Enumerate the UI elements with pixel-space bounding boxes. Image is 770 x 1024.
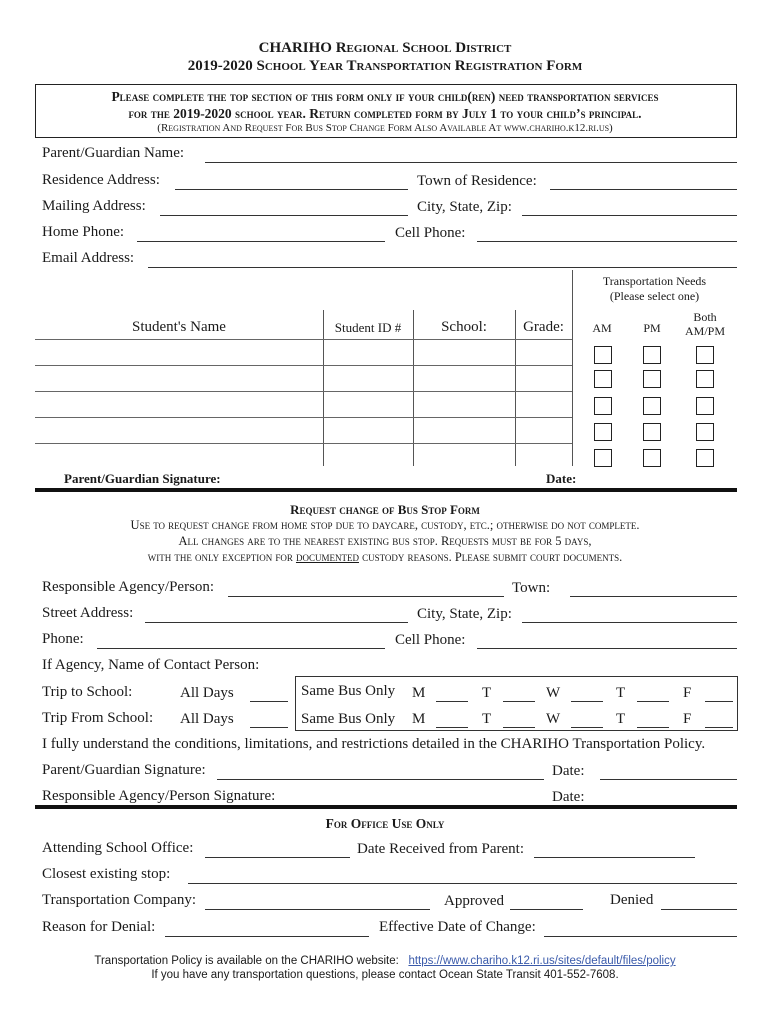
bus-cell-phone-field[interactable] [477, 648, 737, 649]
email-field[interactable] [148, 267, 737, 268]
town-of-residence-label: Town of Residence: [417, 173, 537, 189]
pm-checkbox[interactable] [643, 397, 661, 415]
street-address-field[interactable] [145, 622, 408, 623]
bus-cell-phone-label: Cell Phone: [395, 632, 466, 648]
denied-label: Denied [610, 892, 654, 908]
trip-from-day-t: T [482, 711, 492, 727]
transport-needs-label: Transportation Needs [602, 274, 707, 288]
cell-phone-label: Cell Phone: [395, 225, 466, 241]
policy-footer [0, 955, 770, 967]
both-checkbox[interactable] [696, 370, 714, 388]
pm-checkbox[interactable] [643, 346, 661, 364]
pm-checkbox[interactable] [643, 423, 661, 441]
table-rule [35, 391, 572, 392]
mailing-address-label: Mailing Address: [42, 198, 146, 214]
col-school: School: [441, 319, 487, 335]
am-checkbox[interactable] [594, 423, 612, 441]
agency-field[interactable] [228, 596, 504, 597]
trip-to-day-th-field[interactable] [637, 701, 669, 702]
bus-stop-line-2: All changes are to the nearest existing bus stop. Requests must be for 5 days, [178, 534, 592, 548]
effective-date-label: Effective Date of Change: [379, 919, 536, 935]
contact-footer: If you have any transportation questions, please contact Ocean State Transit 401-552-7608. [151, 969, 619, 981]
bus-phone-field[interactable] [97, 648, 385, 649]
approved-label: Approved [444, 893, 504, 909]
am-checkbox[interactable] [594, 346, 612, 364]
bus-city-state-zip-field[interactable] [522, 622, 737, 623]
am-checkbox[interactable] [594, 397, 612, 415]
mailing-address-field[interactable] [160, 215, 408, 216]
col-both-ampm: AM/PM [684, 324, 725, 338]
both-checkbox[interactable] [696, 346, 714, 364]
form-title: 2019-2020 School Year Transportation Registration Form [187, 58, 583, 74]
attending-office-field[interactable] [205, 857, 350, 858]
both-checkbox[interactable] [696, 449, 714, 467]
am-checkbox[interactable] [594, 370, 612, 388]
table-date-label: Date: [546, 471, 577, 486]
home-phone-label: Home Phone: [42, 224, 125, 240]
parent-name-label: Parent/Guardian Name: [42, 145, 185, 161]
section-divider [35, 488, 737, 492]
col-both: Both [693, 310, 717, 324]
trip-to-day-f-field[interactable] [705, 701, 733, 702]
trip-to-day-th: T [616, 685, 626, 701]
trip-to-day-w-field[interactable] [571, 701, 603, 702]
table-signature-label: Parent/Guardian Signature: [64, 471, 221, 486]
trip-to-same-bus: Same Bus Only [301, 683, 396, 699]
trip-to-day-m-field[interactable] [436, 701, 468, 702]
policy-text: Transportation Policy is available on the CHARIHO website: [94, 955, 399, 967]
town-of-residence-field[interactable] [550, 189, 737, 190]
notice-line-2: for the 2019-2020 school year. Return completed form by July 1 to your child’s principal. [128, 106, 642, 121]
agency-signature-label: Responsible Agency/Person Signature: [42, 788, 276, 804]
residence-address-field[interactable] [175, 189, 408, 190]
trip-from-day-w: W [546, 711, 561, 727]
bus-city-state-zip-label: City, State, Zip: [417, 606, 512, 622]
col-student-id: Student ID # [334, 320, 402, 335]
date-received-field[interactable] [534, 857, 695, 858]
transport-company-field[interactable] [205, 909, 430, 910]
trip-to-day-t-field[interactable] [503, 701, 535, 702]
pm-checkbox[interactable] [643, 370, 661, 388]
trip-from-day-f-field[interactable] [705, 727, 733, 728]
trip-from-same-bus: Same Bus Only [301, 711, 396, 727]
reason-denial-field[interactable] [165, 936, 369, 937]
date-received-label: Date Received from Parent: [357, 841, 525, 857]
trip-from-day-m: M [412, 711, 426, 727]
parent-name-field[interactable] [205, 162, 737, 163]
notice-line-3: (Registration And Request For Bus Stop Change Form Also Available At www.chariho.k12.ri.us) [157, 122, 613, 134]
col-student-name: Student's Name [132, 319, 226, 335]
col-grade: Grade: [523, 319, 564, 335]
trip-from-all-days: All Days [180, 711, 234, 727]
reason-denial-label: Reason for Denial: [42, 919, 156, 935]
bus-parent-signature-label: Parent/Guardian Signature: [42, 762, 206, 778]
table-rule [35, 339, 572, 340]
agency-date-label: Date: [552, 789, 585, 805]
trip-from-day-t-field[interactable] [503, 727, 535, 728]
trip-from-day-w-field[interactable] [571, 727, 603, 728]
city-state-zip-field[interactable] [522, 215, 737, 216]
trip-from-day-th-field[interactable] [637, 727, 669, 728]
trip-to-day-t: T [482, 685, 492, 701]
bus-stop-line-3: with the only exception for documented custody reasons. Please submit court documents. [147, 550, 623, 564]
table-rule [35, 365, 572, 366]
bus-phone-label: Phone: [42, 631, 84, 647]
closest-stop-field[interactable] [188, 883, 737, 884]
email-label: Email Address: [42, 250, 135, 266]
both-checkbox[interactable] [696, 423, 714, 441]
trip-from-day-m-field[interactable] [436, 727, 468, 728]
attending-office-label: Attending School Office: [42, 840, 194, 856]
trip-from-day-f: F [683, 711, 692, 727]
trip-to-all-days: All Days [180, 685, 234, 701]
trip-from-all-days-field[interactable] [250, 727, 288, 728]
bus-parent-signature-field[interactable] [217, 779, 544, 780]
trip-to-day-w: W [546, 685, 561, 701]
bus-stop-title: Request change of Bus Stop Form [290, 502, 480, 517]
table-divider-needs [572, 270, 573, 466]
cell-phone-field[interactable] [477, 241, 737, 242]
effective-date-field[interactable] [544, 936, 737, 937]
trip-to-all-days-field[interactable] [250, 701, 288, 702]
trip-to-day-f: F [683, 685, 692, 701]
policy-link[interactable]: https://www.chariho.k12.ri.us/sites/default/files/policy [408, 955, 676, 967]
trip-from-day-th: T [616, 711, 626, 727]
table-rule [35, 443, 572, 444]
city-state-zip-label: City, State, Zip: [417, 199, 512, 215]
notice-line-1: Please complete the top section of this form only if your child(ren) need transportation services [111, 89, 659, 104]
please-select-label: (Please select one) [609, 289, 700, 303]
closest-stop-label: Closest existing stop: [42, 866, 171, 882]
denied-field[interactable] [661, 909, 737, 910]
col-am: AM [592, 321, 612, 335]
home-phone-field[interactable] [137, 241, 385, 242]
understand-statement: I fully understand the conditions, limitations, and restrictions detailed in the CHARIHO Transportation Policy. [42, 736, 706, 752]
am-checkbox[interactable] [594, 449, 612, 467]
table-rule [35, 417, 572, 418]
street-address-label: Street Address: [42, 605, 134, 621]
col-pm: PM [643, 321, 661, 335]
bus-town-field[interactable] [570, 596, 737, 597]
trip-to-label: Trip to School: [42, 684, 133, 700]
trip-to-day-m: M [412, 685, 426, 701]
agency-label: Responsible Agency/Person: [42, 579, 215, 595]
contact-person-label: If Agency, Name of Contact Person: [42, 657, 260, 673]
bus-parent-date-label: Date: [552, 763, 585, 779]
office-divider [35, 805, 737, 809]
transport-company-label: Transportation Company: [42, 892, 197, 908]
residence-address-label: Residence Address: [42, 172, 160, 188]
office-title: For Office Use Only [325, 816, 445, 831]
approved-field[interactable] [510, 909, 583, 910]
trip-from-label: Trip From School: [42, 710, 154, 726]
bus-town-label: Town: [512, 580, 551, 596]
both-checkbox[interactable] [696, 397, 714, 415]
bus-parent-date-field[interactable] [600, 779, 737, 780]
district-title: CHARIHO Regional School District [258, 40, 512, 56]
pm-checkbox[interactable] [643, 449, 661, 467]
bus-stop-line-1: Use to request change from home stop due to daycare, custody, etc.; otherwise do not complete. [130, 518, 640, 532]
